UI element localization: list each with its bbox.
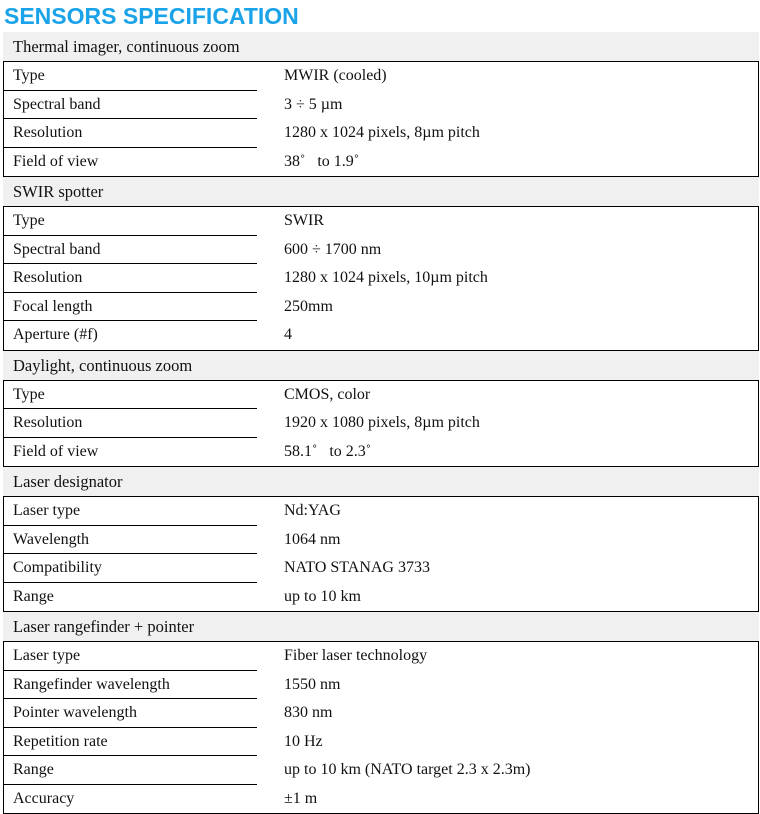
spec-row <box>4 756 758 785</box>
section-laser-rangefinder <box>3 612 759 814</box>
section-swir-spotter <box>3 177 759 351</box>
section-header: Thermal imager, continuous zoom <box>3 32 759 61</box>
spec-label: Pointer wavelength <box>4 699 257 728</box>
section-box <box>3 641 759 814</box>
section-daylight <box>3 351 759 468</box>
spec-row <box>4 91 758 120</box>
spec-row <box>4 583 758 612</box>
spec-label: Laser type <box>4 497 257 526</box>
spec-row <box>4 321 758 350</box>
section-box <box>3 380 759 468</box>
spec-row <box>4 62 758 91</box>
spec-value: 600 ÷ 1700 nm <box>284 240 382 258</box>
spec-label: Spectral band <box>4 236 257 265</box>
spec-label: Type <box>4 62 257 91</box>
spec-value: MWIR (cooled) <box>284 67 387 84</box>
spec-label: Focal length <box>4 293 257 322</box>
spec-value: 58.1˚ to 2.3˚ <box>284 442 372 460</box>
section-header: Laser designator <box>3 467 759 496</box>
spec-row <box>4 409 758 438</box>
spec-table <box>3 32 759 814</box>
spec-row <box>4 207 758 236</box>
spec-label: Field of view <box>13 152 99 170</box>
spec-value: ±1 m <box>284 789 318 807</box>
spec-row <box>4 293 758 322</box>
spec-value: 10 Hz <box>284 732 323 750</box>
spec-value: SWIR <box>284 212 324 229</box>
section-box <box>3 206 759 351</box>
spec-label: Type <box>4 207 257 236</box>
spec-value: 1064 nm <box>284 530 341 548</box>
spec-row <box>4 148 758 177</box>
spec-value: 38˚ to 1.9˚ <box>284 152 360 170</box>
spec-value: 3 ÷ 5 µm <box>284 95 343 113</box>
spec-value: 1280 x 1024 pixels, 10µm pitch <box>284 269 488 286</box>
spec-value: 1550 nm <box>284 675 341 693</box>
spec-label: Type <box>4 381 257 410</box>
spec-label: Field of view <box>13 442 99 460</box>
spec-label: Wavelength <box>4 526 257 555</box>
spec-label: Resolution <box>4 119 257 148</box>
section-header: Daylight, continuous zoom <box>3 351 759 380</box>
spec-label: Repetition rate <box>4 728 257 757</box>
spec-value: 1280 x 1024 pixels, 8µm pitch <box>284 124 480 141</box>
spec-row <box>4 381 758 410</box>
spec-row <box>4 236 758 265</box>
spec-row <box>4 785 758 814</box>
spec-row <box>4 438 758 467</box>
section-box <box>3 61 759 177</box>
spec-value: 4 <box>284 326 292 343</box>
spec-row <box>4 264 758 293</box>
spec-value: up to 10 km <box>284 587 361 605</box>
section-box <box>3 496 759 612</box>
spec-label: Range <box>4 756 257 785</box>
spec-value: up to 10 km (NATO target 2.3 x 2.3m) <box>284 761 531 778</box>
spec-label: Range <box>13 587 54 605</box>
spec-row <box>4 526 758 555</box>
spec-row <box>4 554 758 583</box>
spec-value: NATO STANAG 3733 <box>284 559 430 576</box>
spec-value: CMOS, color <box>284 385 371 403</box>
spec-label: Rangefinder wavelength <box>4 671 257 700</box>
spec-label: Compatibility <box>4 554 257 583</box>
section-laser-designator <box>3 467 759 612</box>
spec-value: 1920 x 1080 pixels, 8µm pitch <box>284 414 480 431</box>
section-header: Laser rangefinder + pointer <box>3 612 759 641</box>
spec-row <box>4 671 758 700</box>
spec-row <box>4 497 758 526</box>
spec-label: Aperture (#f) <box>13 326 98 343</box>
section-header: SWIR spotter <box>3 177 759 206</box>
spec-label: Spectral band <box>4 91 257 120</box>
spec-label: Resolution <box>4 409 257 438</box>
spec-value: Nd:YAG <box>284 502 341 519</box>
spec-label: Resolution <box>4 264 257 293</box>
section-thermal-imager <box>3 32 759 177</box>
spec-value: Fiber laser technology <box>284 647 428 664</box>
spec-row <box>4 728 758 757</box>
spec-value: 830 nm <box>284 704 333 721</box>
spec-label: Laser type <box>4 642 257 671</box>
page-title: SENSORS SPECIFICATION <box>4 3 299 29</box>
spec-row <box>4 119 758 148</box>
spec-value: 250mm <box>284 297 333 315</box>
spec-row <box>4 699 758 728</box>
spec-label: Accuracy <box>13 789 75 807</box>
spec-row <box>4 642 758 671</box>
